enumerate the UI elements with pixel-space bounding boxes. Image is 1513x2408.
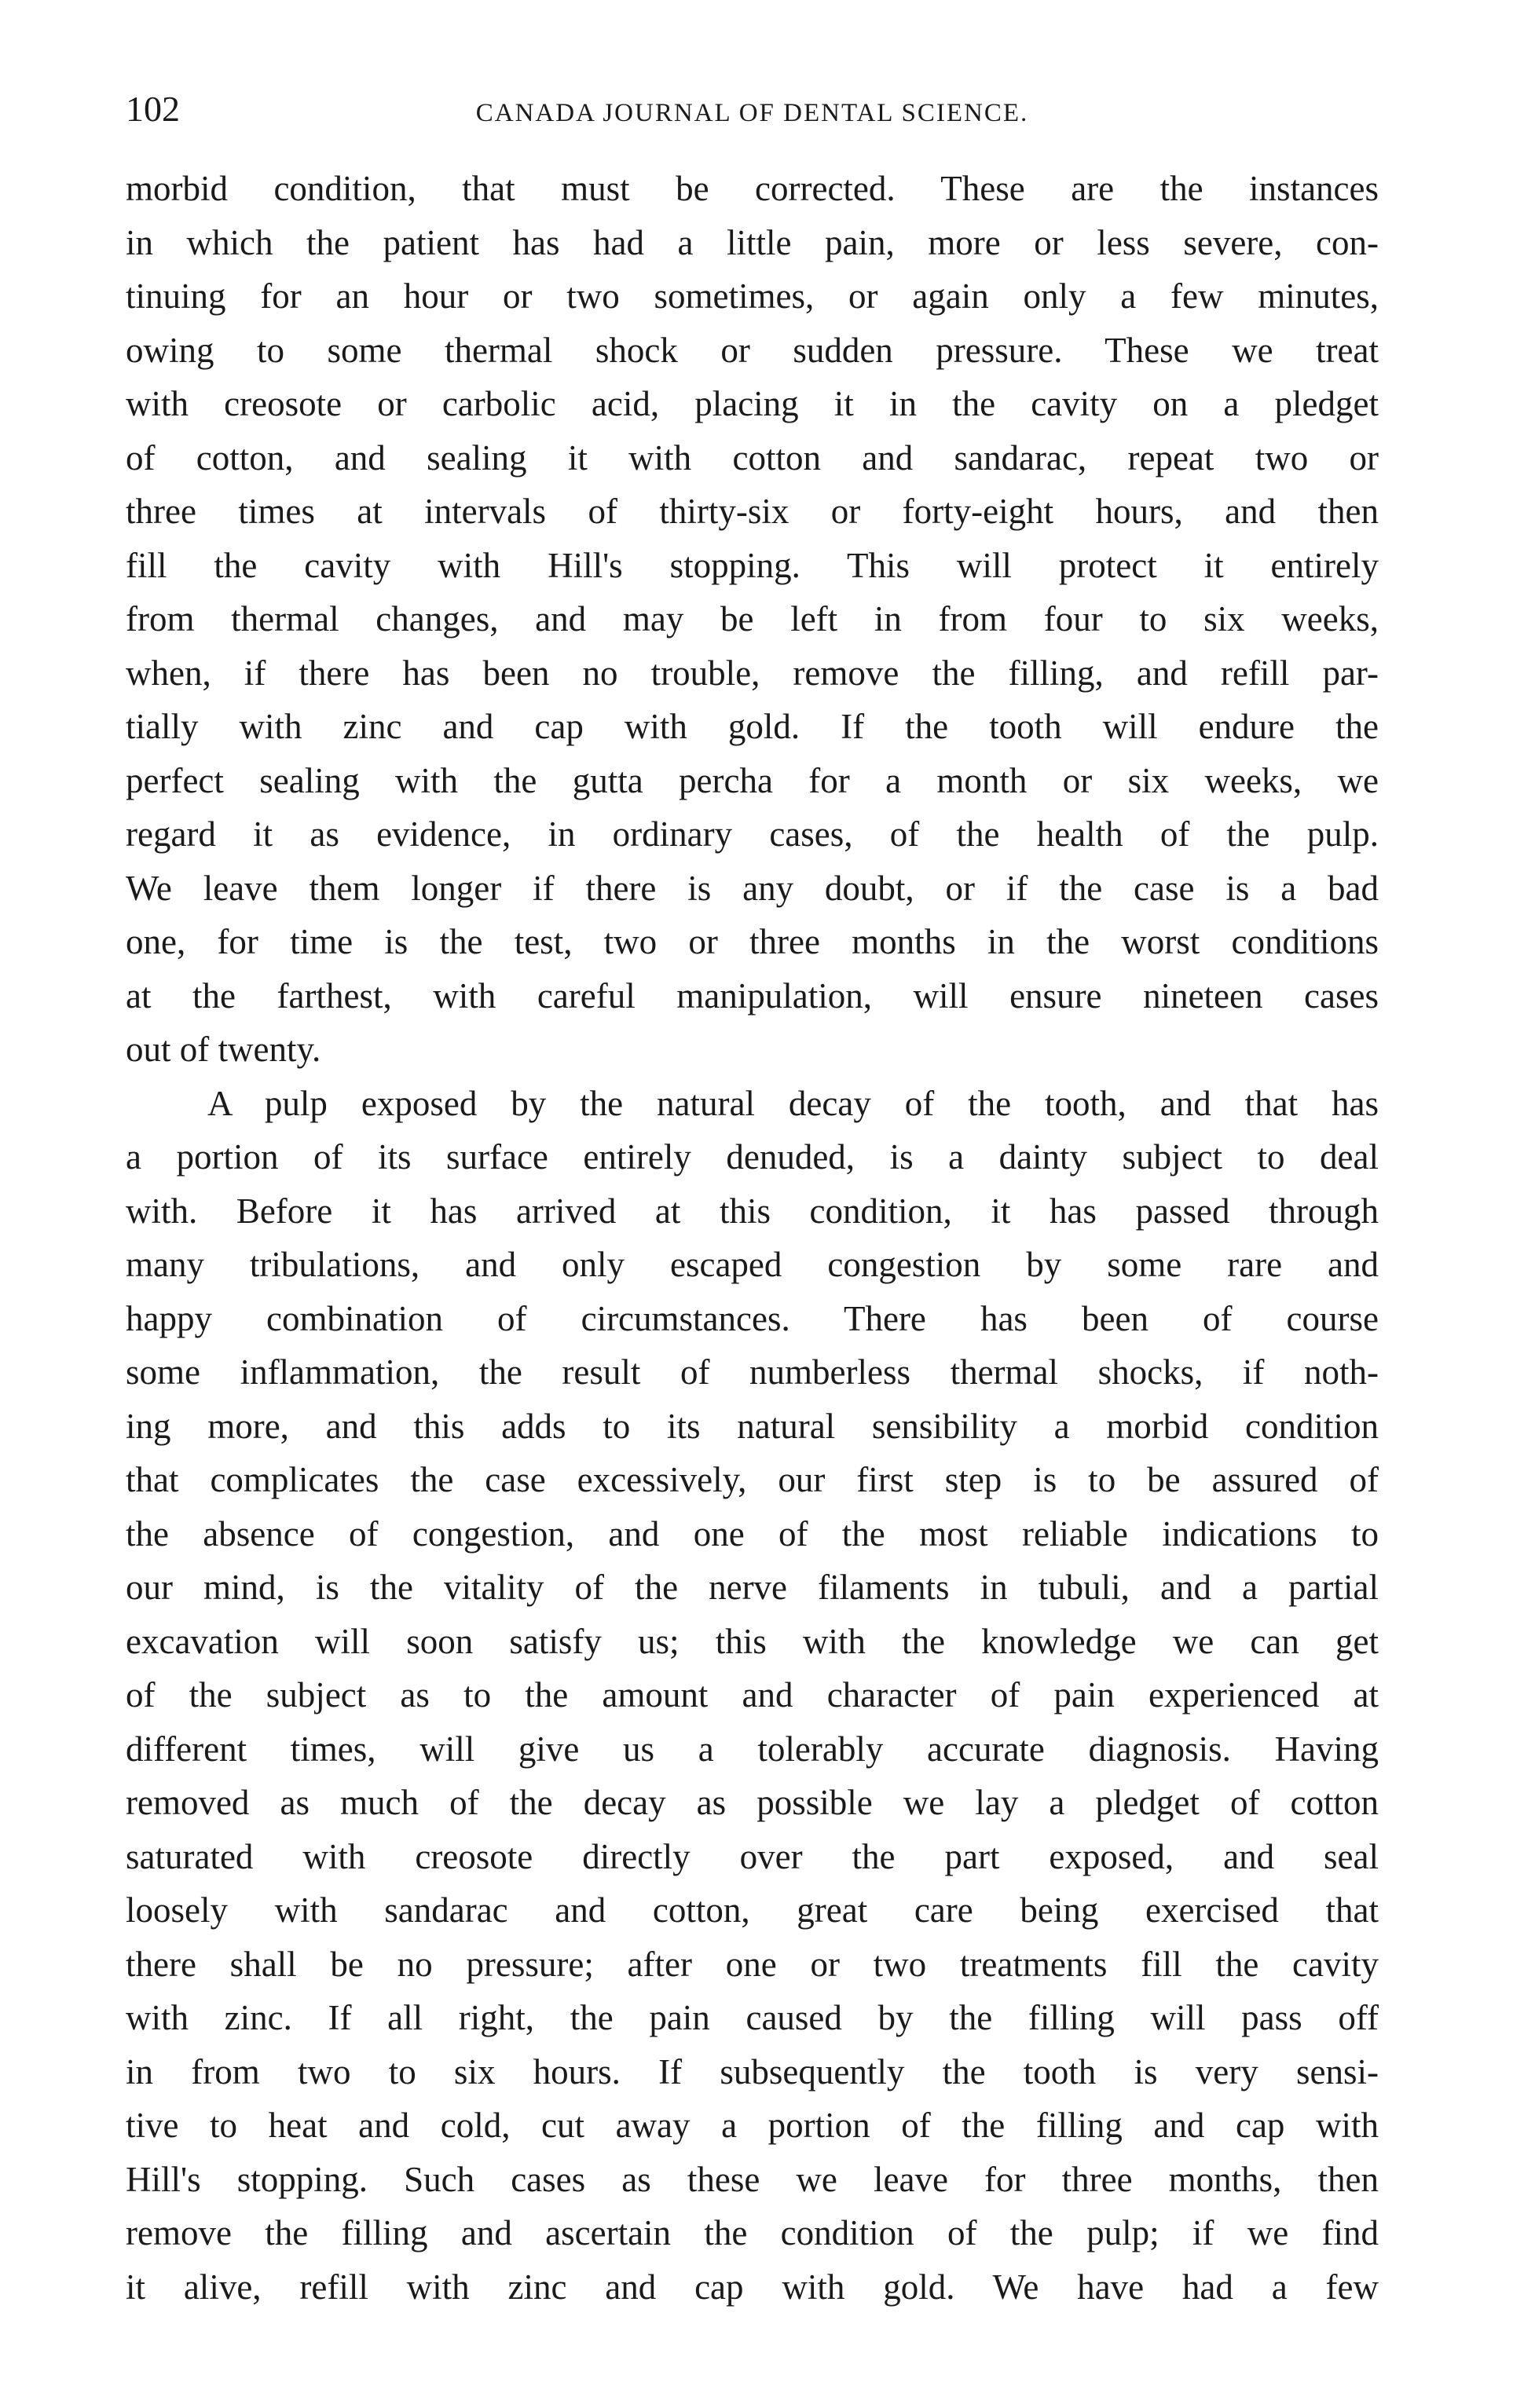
text-line: with zinc. If all right, the pain caused by the filling will pass off xyxy=(126,1998,1379,2037)
text-line: in which the patient has had a little pain, more or less severe, con- xyxy=(126,222,1379,262)
text-line: excavation will soon satisfy us; this with the knowledge we can get xyxy=(126,1621,1379,1661)
text-line: tially with zinc and cap with gold. If the tooth will endure the xyxy=(126,707,1379,746)
text-line: Hill's stopping. Such cases as these we leave for three months, then xyxy=(126,2159,1379,2199)
text-line: morbid condition, that must be corrected. These are the instances xyxy=(126,169,1379,208)
text-line: of cotton, and sealing it with cotton and sandarac, repeat two or xyxy=(126,437,1379,478)
text-line: it alive, refill with zinc and cap with gold. We have had a few xyxy=(126,2267,1379,2307)
body-text xyxy=(126,162,1379,2314)
text-line: tive to heat and cold, cut away a portion of the filling and cap with xyxy=(126,2106,1379,2145)
page xyxy=(126,88,1379,2314)
text-line: with. Before it has arrived at this condition, it has passed through xyxy=(126,1191,1379,1231)
text-line: with creosote or carbolic acid, placing it in the cavity on a pledget xyxy=(126,384,1379,423)
text-line: from thermal changes, and may be left in from four to six weeks, xyxy=(126,599,1379,639)
text-line: saturated with creosote directly over the part exposed, and seal xyxy=(126,1836,1379,1876)
text-line: remove the filling and ascertain the condition of the pulp; if we find xyxy=(126,2213,1379,2252)
page-number: 102 xyxy=(126,89,180,129)
text-line: our mind, is the vitality of the nerve filaments in tubuli, and a partial xyxy=(126,1568,1379,1607)
text-line: out of twenty. xyxy=(126,1030,321,1069)
text-line: the absence of congestion, and one of the most reliable indications to xyxy=(126,1513,1379,1553)
text-line: fill the cavity with Hill's stopping. This will protect it entirely xyxy=(126,545,1379,585)
text-line: regard it as evidence, in ordinary cases, of the health of the pulp. xyxy=(126,814,1379,854)
paragraph xyxy=(126,1077,1379,2315)
text-line: We leave them longer if there is any doubt, or if the case is a bad xyxy=(126,868,1379,908)
text-line: happy combination of circumstances. There has been of course xyxy=(126,1298,1379,1338)
text-line: some inflammation, the result of numberless thermal shocks, if noth- xyxy=(126,1352,1379,1392)
text-line: three times at intervals of thirty-six or forty-eight hours, and then xyxy=(126,492,1379,531)
text-line: many tribulations, and only escaped congestion by some rare and xyxy=(126,1245,1379,1284)
text-line: removed as much of the decay as possible we lay a pledget of cotton xyxy=(126,1783,1379,1822)
text-line: a portion of its surface entirely denuded, is a dainty subject to deal xyxy=(126,1137,1379,1177)
running-head: CANADA JOURNAL OF DENTAL SCIENCE. xyxy=(475,99,1029,127)
text-line: when, if there has been no trouble, remove the filling, and refill par- xyxy=(126,653,1379,693)
text-line: loosely with sandarac and cotton, great care being exercised that xyxy=(126,1890,1379,1930)
text-line: A pulp exposed by the natural decay of the tooth, and that has xyxy=(207,1083,1379,1123)
text-line: that complicates the case excessively, our first step is to be assured of xyxy=(126,1460,1379,1499)
text-line: there shall be no pressure; after one or two treatments fill the cavity xyxy=(126,1944,1379,1984)
text-line: ing more, and this adds to its natural sensibility a morbid condition xyxy=(126,1406,1379,1446)
text-line: at the farthest, with careful manipulation, will ensure nineteen cases xyxy=(126,975,1379,1016)
text-line: in from two to six hours. If subsequently the tooth is very sensi- xyxy=(126,2051,1379,2091)
text-line: one, for time is the test, two or three months in the worst conditions xyxy=(126,922,1379,961)
page-header xyxy=(126,88,1379,145)
text-line: tinuing for an hour or two sometimes, or again only a few minutes, xyxy=(126,276,1379,316)
text-line: perfect sealing with the gutta percha for a month or six weeks, we xyxy=(126,760,1379,800)
text-line: owing to some thermal shock or sudden pressure. These we treat xyxy=(126,330,1379,370)
paragraph xyxy=(126,162,1379,1077)
text-line: of the subject as to the amount and character of pain experienced at xyxy=(126,1675,1379,1715)
text-line: different times, will give us a tolerably accurate diagnosis. Having xyxy=(126,1729,1379,1769)
